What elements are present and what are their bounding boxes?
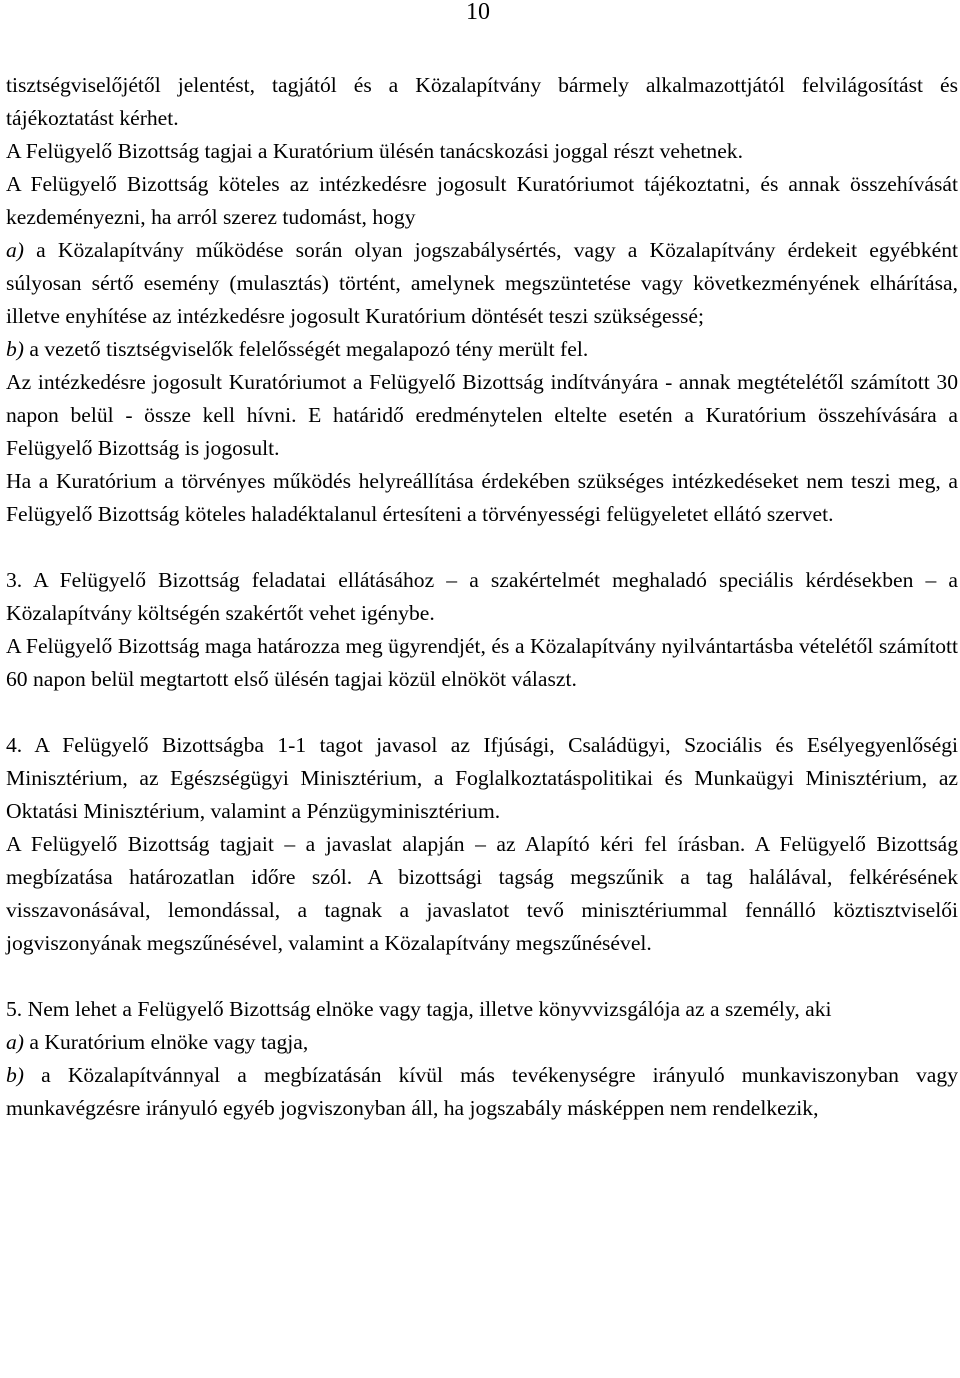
paragraph-3: A Felügyelő Bizottság köteles az intézkedésre jogosult Kuratóriumot tájékoztatni, és annak összehívását kezdeményezni, ha arról szerez tudomást, hogy bbox=[6, 172, 958, 229]
page-number: 10 bbox=[466, 0, 490, 25]
section-3-paragraph: 3. A Felügyelő Bizottság feladatai ellátásához – a szakértelmét meghaladó speciális kérdésekben – a Közalapítvány költségén szakértőt vehet igénybe. bbox=[6, 568, 958, 625]
list-item-a bbox=[6, 234, 958, 333]
list-marker: a) bbox=[6, 238, 24, 262]
paragraph-gap bbox=[6, 696, 958, 729]
list-marker: b) bbox=[6, 337, 24, 361]
list-item-text: a Közalapítvány működése során olyan jogszabálysértés, vagy a Közalapítvány érdekeit egyébként súlyosan sértő esemény (mulasztás) történt, amelynek megszüntetése vagy következményének elhárítása, illetve enyhítése az intézkedésre jogosult Kuratórium döntését teszi szükségessé; bbox=[6, 238, 958, 328]
list-item-b bbox=[6, 1059, 958, 1125]
list-item-text: a Kuratórium elnöke vagy tagja, bbox=[24, 1030, 309, 1054]
paragraph-1: tisztségviselőjétől jelentést, tagjától és a Közalapítvány bármely alkalmazottjától felvilágosítást és tájékoztatást kérhet. bbox=[6, 73, 958, 130]
list-item-b bbox=[6, 333, 958, 366]
paragraph-gap bbox=[6, 531, 958, 564]
list-item-text: a Közalapítvánnyal a megbízatásán kívül más tevékenységre irányuló munkaviszonyban vagy munkavégzésre irányuló egyéb jogviszonyban áll, ha jogszabály másképpen nem rendelkezik, bbox=[6, 1063, 958, 1120]
paragraph-7: Ha a Kuratórium a törvényes működés helyreállítása érdekében szükséges intézkedéseket nem teszi meg, a Felügyelő Bizottság köteles haladéktalanul értesíteni a törvényességi felügyeletet ellátó szervet. bbox=[6, 469, 958, 526]
paragraph-gap bbox=[6, 960, 958, 993]
list-marker: b) bbox=[6, 1063, 24, 1087]
section-4-paragraph: 4. A Felügyelő Bizottságba 1-1 tagot javasol az Ifjúsági, Családügyi, Szociális és Esélyegyenlőségi Minisztérium, az Egészségügyi Minisztérium, a Foglalkoztatáspolitikai és Munkaügyi Minisztérium, az Oktatási Minisztérium, valamint a Pénzügyminisztérium. bbox=[6, 733, 958, 823]
paragraph-11: A Felügyelő Bizottság tagjait – a javaslat alapján – az Alapító kéri fel írásban. A Felügyelő Bizottság megbízatása határozatlan időre szól. A bizottsági tagság megszűnik a tag halálával, felkérésének visszavonásával, lemondással, a tagnak a javaslatot tevő minisztériummal fennálló köztisztviselői jogviszonyának megszűnésével, valamint a Közalapítvány megszűnésével. bbox=[6, 832, 958, 955]
paragraph-9: A Felügyelő Bizottság maga határozza meg ügyrendjét, és a Közalapítvány nyilvántartásba vételétől számított 60 napon belül megtartott első ülésén tagjai közül elnököt választ. bbox=[6, 634, 958, 691]
list-marker: a) bbox=[6, 1030, 24, 1054]
paragraph-2: A Felügyelő Bizottság tagjai a Kuratórium ülésén tanácskozási joggal részt vehetnek. bbox=[6, 139, 743, 163]
paragraph-6: Az intézkedésre jogosult Kuratóriumot a Felügyelő Bizottság indítványára - annak megtételétől számított 30 napon belül - össze kell hívni. E határidő eredménytelen eltelte esetén a Kuratórium összehívására a Felügyelő Bizottság is jogosult. bbox=[6, 370, 958, 460]
list-item-text: a vezető tisztségviselők felelősségét megalapozó tény merült fel. bbox=[24, 337, 589, 361]
section-5-paragraph: 5. Nem lehet a Felügyelő Bizottság elnöke vagy tagja, illetve könyvvizsgálója az a személy, aki bbox=[6, 997, 832, 1021]
list-item-a bbox=[6, 1026, 958, 1059]
document-body bbox=[6, 69, 958, 1125]
